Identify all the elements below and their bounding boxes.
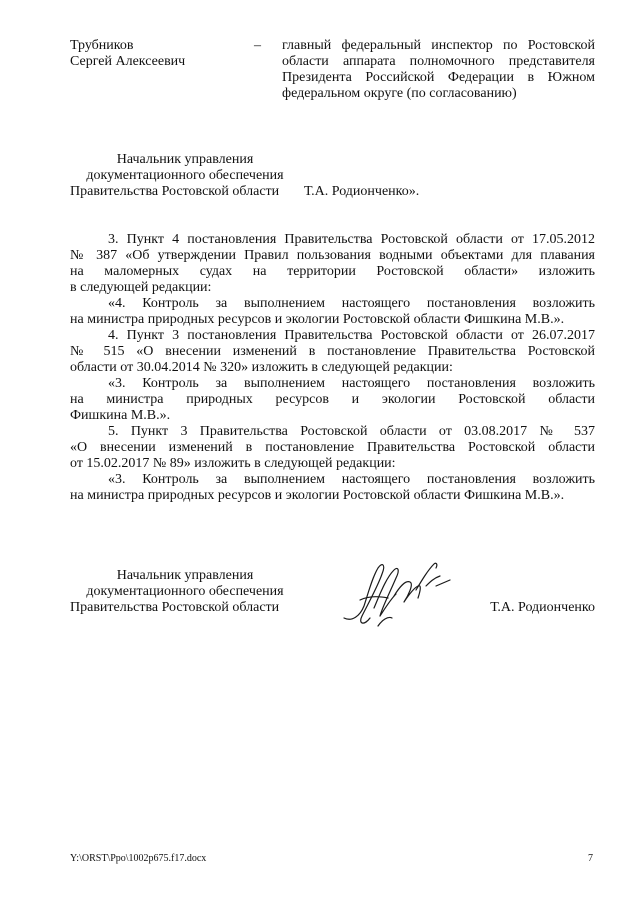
text-line: Фишкина М.В.». — [70, 408, 171, 423]
text-line: на министра природных ресурсов и экологии Ростовской области Фишкина М.В.». — [70, 312, 565, 327]
paragraph-item-3 — [70, 232, 595, 296]
position-line: документационного обеспечения — [86, 168, 284, 183]
text-line: «3. Контроль за выполнением настоящего постановления возложить — [108, 472, 595, 487]
position-line: Начальник управления — [116, 152, 254, 167]
paragraph-item-5 — [70, 424, 595, 472]
text-line: «О внесении изменений в постановление Правительства Ростовской области — [70, 440, 595, 455]
position-line: документационного обеспечения — [86, 584, 284, 599]
member-role — [282, 38, 595, 102]
text-line: на министра природных ресурсов и экологии Ростовской области — [70, 392, 595, 407]
paragraph-item-4 — [70, 328, 595, 376]
member-role-line: области аппарата полномочного представителя — [282, 54, 595, 69]
member-role-line: Президента Российской Федерации в Южном — [282, 70, 595, 85]
document-body — [70, 232, 595, 504]
signatory-name: Т.А. Родионченко — [490, 600, 595, 615]
text-line: № 515 «О внесении изменений в постановление Правительства Ростовской — [70, 344, 595, 359]
position-line: Правительства Ростовской области — [70, 600, 280, 615]
signatory-position — [70, 152, 300, 200]
text-line: на министра природных ресурсов и экологии Ростовской области Фишкина М.В.». — [70, 488, 565, 503]
signatory-position — [70, 568, 300, 616]
member-role-line: главный федеральный инспектор по Ростовской — [282, 38, 595, 53]
text-line: 5. Пункт 3 Правительства Ростовской области от 03.08.2017 № 537 — [108, 424, 595, 439]
text-line: № 387 «Об утверждении Правил пользования водными объектами для плавания — [70, 248, 595, 263]
handwritten-signature — [338, 556, 456, 636]
text-line: от 15.02.2017 № 89» изложить в следующей редакции: — [70, 456, 396, 471]
signature-block-2 — [70, 568, 595, 616]
page-number: 7 — [588, 853, 593, 864]
signature-block-1 — [70, 152, 595, 200]
member-name — [70, 38, 250, 70]
position-line: Начальник управления — [116, 568, 254, 583]
member-role-line: федеральном округе (по согласованию) — [282, 86, 517, 101]
text-line: «4. Контроль за выполнением настоящего постановления возложить — [108, 296, 595, 311]
text-line: 4. Пункт 3 постановления Правительства Ростовской области от 26.07.2017 — [108, 328, 595, 343]
member-dash: – — [254, 38, 261, 53]
member-surname: Трубников — [70, 38, 134, 53]
paragraph-quote-3b — [70, 472, 595, 504]
signatory-name: Т.А. Родионченко». — [304, 184, 420, 199]
text-line: на маломерных судах на территории Ростовской области» изложить — [70, 264, 595, 279]
position-line: Правительства Ростовской области — [70, 184, 280, 199]
text-line: области от 30.04.2014 № 320» изложить в следующей редакции: — [70, 360, 453, 375]
member-given-names: Сергей Алексеевич — [70, 54, 186, 69]
text-line: «3. Контроль за выполнением настоящего постановления возложить — [108, 376, 595, 391]
text-line: в следующей редакции: — [70, 280, 212, 295]
text-line: 3. Пункт 4 постановления Правительства Ростовской области от 17.05.2012 — [108, 232, 595, 247]
paragraph-quote-3a — [70, 376, 595, 424]
footer-file-path: Y:\ORST\Ppo\1002p675.f17.docx — [70, 853, 207, 864]
paragraph-quote-4 — [70, 296, 595, 328]
